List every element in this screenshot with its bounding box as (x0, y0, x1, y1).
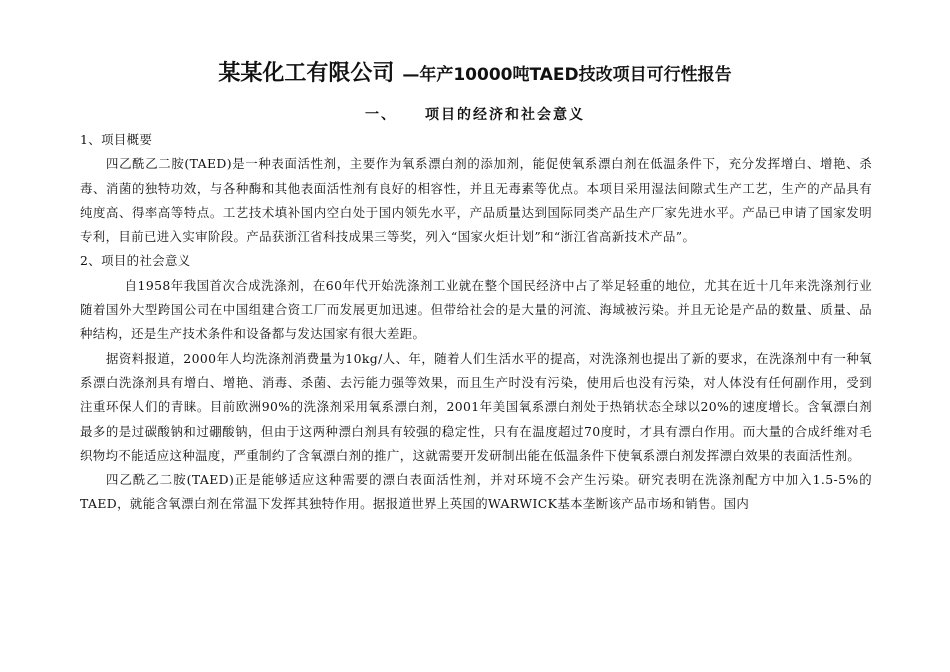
report-title: —年产10000吨TAED技改项目可行性报告 (402, 65, 732, 85)
paragraph-social-market: 据资料报道，2000年人均洗涤剂消费量为10kg/人、年，随着人们生活水平的提高，对洗涤剂也提出了新的要求，在洗涤剂中有一种氧系漂白洗涤剂具有增白、增艳、消毒、杀菌、去污能力强等效果，而且生产时没有污染，使用后也没有污染，对人体没有任何副作用，受到注重环保人们的青睐。目前欧洲90%的洗涤剂采用氧系漂白剂，2001年美国氧系漂白剂处于热销状态全球以20%的速度增长。含氧漂白剂最多的是过碳酸钠和过硼酸钠，但由于这两种漂白剂具有较强的稳定性，只有在温度超过70度时，才具有漂白作用。而大量的合成纤维对毛织物均不能适应这种温度，严重制约了含氧漂白剂的推广，这就需要开发研制出能在低温条件下使氧系漂白剂发挥漂白效果的表面活性剂。 (80, 350, 872, 463)
paragraph-social-history: 自1958年我国首次合成洗涤剂，在60年代开始洗涤剂工业就在整个国民经济中占了举足轻重的地位，尤其在近十几年来洗涤剂行业随着国外大型跨国公司在中国组建合资工厂而发展更加迅速。但带给社会的是大量的河流、海域被污染。并且无论是产品的数量、质量、品种结构，还是生产技术条件和设备都与发达国家有很大差距。 (80, 277, 872, 342)
company-name: 某某化工有限公司 (218, 61, 395, 86)
document-body (80, 128, 872, 517)
section-heading (60, 104, 890, 126)
subsection-heading-social: 2、项目的社会意义 (80, 253, 191, 269)
subsection-heading-overview: 1、项目概要 (80, 132, 153, 147)
section-number: 一、 (365, 107, 397, 123)
paragraph-overview: 四乙酰乙二胺(TAED)是一种表面活性剂，主要作为氧系漂白剂的添加剂，能促使氧系漂白剂在低温条件下，充分发挥增白、增艳、杀毒、消菌的独特功效，与各种酶和其他表面活性剂有良好的相容性，并且无毒素等优点。本项目采用湿法间隙式生产工艺，生产的产品具有纯度高、得率高等特点。工艺技术填补国内空白处于国内领先水平，产品质量达到国际同类产品生产厂家先进水平。产品已申请了国家发明专利，目前已进入实审阶段。产品获浙江省科技成果三等奖，列入“国家火炬计划”和“浙江省高新技术产品”。 (80, 156, 872, 245)
document-title (60, 58, 890, 91)
section-title: 项目的经济和社会意义 (425, 107, 585, 123)
paragraph-social-taed: 四乙酰乙二胺(TAED)正是能够适应这种需要的漂白表面活性剂，并对环境不会产生污染。研究表明在洗涤剂配方中加入1.5-5%的TAED，就能含氧漂白剂在常温下发挥其独特作用。据报道世界上英国的WARWICK基本垄断该产品市场和销售。国内 (80, 472, 872, 512)
